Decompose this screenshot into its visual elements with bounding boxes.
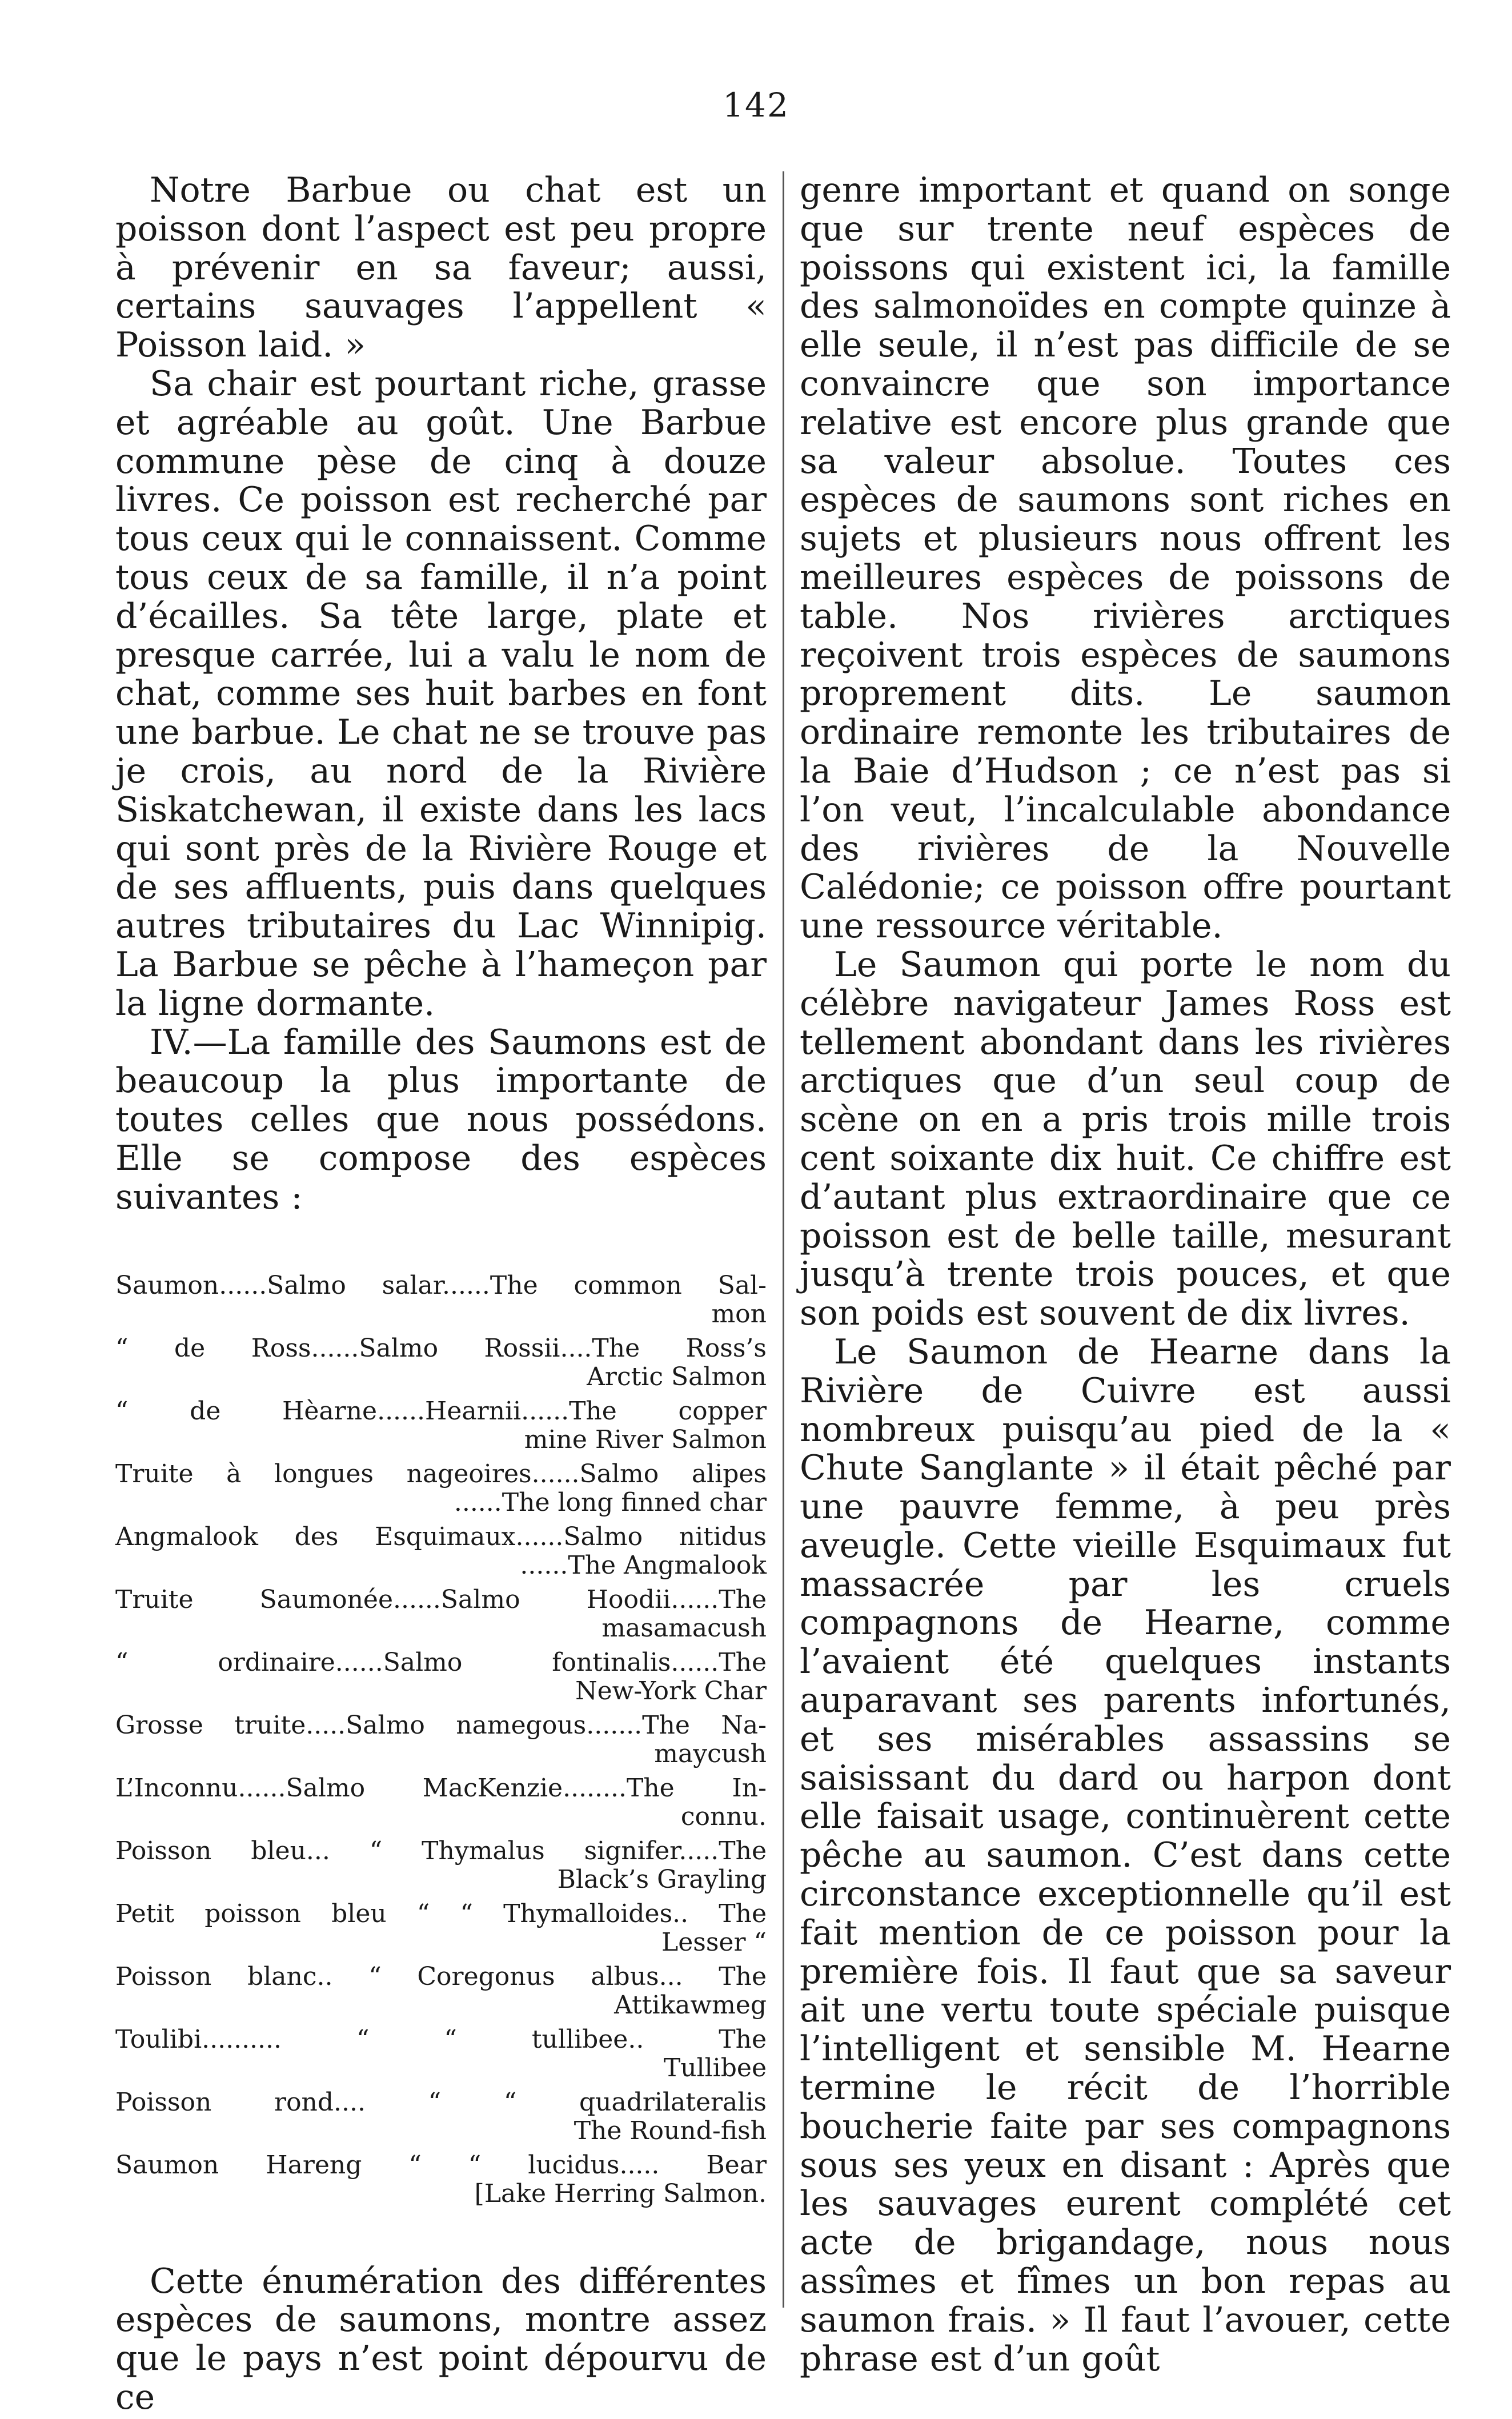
- species-entry-continuation: mon: [711, 1299, 767, 1329]
- species-entry-main: Poisson rond.... “ “ quadrilateralis: [115, 2087, 767, 2117]
- species-entry: [115, 1334, 767, 1391]
- species-entry: [115, 2088, 767, 2145]
- species-entry-main: Poisson bleu... “ Thymalus signifer.....The: [115, 1836, 767, 1866]
- page-number: 142: [723, 86, 789, 125]
- species-entry-continuation: ......The long finned char: [454, 1487, 767, 1517]
- species-entry: [115, 1460, 767, 1517]
- species-entry-continuation: Attikawmeg: [614, 1990, 767, 2020]
- species-entry-continuation: connu.: [680, 1802, 767, 1831]
- species-entry-main: “ de Ross......Salmo Rossii....The Ross’s: [115, 1333, 767, 1363]
- species-entry: [115, 1271, 767, 1329]
- species-entry-continuation: maycush: [654, 1739, 767, 1768]
- species-entry-main: Poisson blanc.. “ Coregonus albus... The: [115, 1961, 767, 1991]
- species-entry: [115, 1963, 767, 2020]
- paragraph: Notre Barbue ou chat est un poisson dont l’aspect est peu propre à prévenir en sa faveur; aussi, certains sauvages l’appellent « Poisson laid. »: [115, 170, 767, 366]
- species-entry-continuation: ......The Angmalook: [520, 1550, 767, 1580]
- species-entry-continuation: The Round-fish: [573, 2116, 767, 2145]
- species-entry-main: Grosse truite.....Salmo namegous.......The Na-: [115, 1710, 767, 1740]
- right-column: [800, 171, 1451, 2378]
- species-entry: [115, 2151, 767, 2208]
- species-entry-continuation: masamacush: [601, 1613, 767, 1643]
- species-entry: [115, 1774, 767, 1831]
- species-entry-continuation: New-York Char: [575, 1676, 767, 1706]
- species-entry: [115, 1586, 767, 1643]
- species-entry-main: “ ordinaire......Salmo fontinalis......The: [115, 1647, 767, 1677]
- paragraph: Cette énumération des différentes espèces de saumons, montre assez que le pays n’est point dépourvu de ce: [115, 2261, 767, 2417]
- species-entry-main: Petit poisson bleu “ “ Thymalloides.. The: [115, 1899, 767, 1928]
- species-entry: [115, 1397, 767, 1454]
- species-entry: [115, 1523, 767, 1580]
- column-rule: [783, 171, 784, 2308]
- species-entry-main: Saumon Hareng “ “ lucidus..... Bear: [115, 2150, 767, 2180]
- species-entry-main: Angmalook des Esquimaux......Salmo nitidus: [115, 1522, 767, 1551]
- species-entry-main: Toulibi.......... “ “ tullibee.. The: [115, 2024, 767, 2054]
- species-entry-continuation: Black’s Grayling: [557, 1864, 767, 1894]
- species-entry-main: “ de Hèarne......Hearnii......The copper: [115, 1396, 767, 1426]
- species-entry: [115, 1900, 767, 1957]
- species-entry: [115, 1837, 767, 1894]
- species-entry-main: Saumon......Salmo salar......The common Sal-: [115, 1270, 767, 1300]
- paragraph: Le Saumon de Hearne dans la Rivière de Cuivre est aussi nombreux puisqu’au pied de la « Chute Sanglante » il était pêché par une pauvre femme, à peu près aveugle. Cette vieille Esquimaux fut massacrée par les cruels compagnons de Hearne, comme l’avaient été quelques instants auparavant ses parents infortunés, et ses misérables assassins se saisissant du dard ou harpon dont elle faisait usage, continuèrent cette pêche au saumon. C’est dans cette circonstance exceptionnelle qu’il est fait mention de ce poisson pour la première fois. Il faut que sa saveur ait une vertu toute spéciale puisque l’intelligent et sensible M. Hearne termine le récit de l’horrible boucherie faite par ses compagnons sous ses yeux en disant : Après que les sauvages eurent complété cet acte de brigandage, nous nous assîmes et fîmes un bon repas au saumon frais. » Il faut l’avouer, cette phrase est d’un goût: [800, 1331, 1451, 2379]
- species-entry: [115, 1648, 767, 1706]
- species-entry-continuation: mine River Salmon: [524, 1425, 767, 1454]
- species-entry-continuation: Lesser “: [661, 1927, 767, 1957]
- species-entry: [115, 2025, 767, 2083]
- species-entry-main: L’Inconnu......Salmo MacKenzie........The In-: [115, 1773, 767, 1803]
- paragraph: genre important et quand on songe que sur trente neuf espèces de poissons qui existent ici, la famille des salmonoïdes en compte quinze à elle seule, il n’est pas difficile de se convaincre que son importance relative est encore plus grande que sa valeur absolue. Toutes ces espèces de saumons sont riches en sujets et plusieurs nous offrent les meilleures espèces de poissons de table. Nos rivières arctiques reçoivent trois espèces de saumons proprement dits. Le saumon ordinaire remonte les tributaires de la Baie d’Hudson ; ce n’est pas si l’on veut, l’incalculable abondance des rivières de la Nouvelle Calédonie; ce poisson offre pourtant une ressource véritable.: [800, 170, 1451, 946]
- species-entry-continuation: Tullibee: [663, 2053, 767, 2083]
- paragraph: Sa chair est pourtant riche, grasse et agréable au goût. Une Barbue commune pèse de cinq à douze livres. Ce poisson est recherché par tous ceux qui le connaissent. Comme tous ceux de sa famille, il n’a point d’écailles. Sa tête large, plate et presque carrée, lui a valu le nom de chat, comme ses huit barbes en font une barbue. Le chat ne se trouve pas je crois, au nord de la Rivière Siskatchewan, il existe dans les lacs qui sont près de la Rivière Rouge et de ses affluents, puis dans quelques autres tributaires du Lac Winnipig. La Barbue se pêche à l’hameçon par la ligne dormante.: [115, 363, 767, 1024]
- species-entry-continuation: Arctic Salmon: [587, 1362, 767, 1391]
- paragraph: IV.—La famille des Saumons est de beaucoup la plus importante de toutes celles que nous possédons. Elle se compose des espèces suivantes :: [115, 1022, 767, 1217]
- species-entry: [115, 1711, 767, 1768]
- species-entry-continuation: [Lake Herring Salmon.: [474, 2179, 767, 2208]
- paragraph: Le Saumon qui porte le nom du célèbre navigateur James Ross est tellement abondant dans les rivières arctiques que d’un seul coup de scène on en a pris trois mille trois cent soixante dix huit. Ce chiffre est d’autant plus extraordinaire que ce poisson est de belle taille, mesurant jusqu’à trente trois pouces, et que son poids est souvent de dix livres.: [800, 944, 1451, 1334]
- species-entry-main: Truite à longues nageoires......Salmo alipes: [115, 1459, 767, 1489]
- species-entry-main: Truite Saumonée......Salmo Hoodii......The: [115, 1584, 767, 1614]
- left-column: [115, 171, 767, 2417]
- species-list: [115, 1271, 767, 2208]
